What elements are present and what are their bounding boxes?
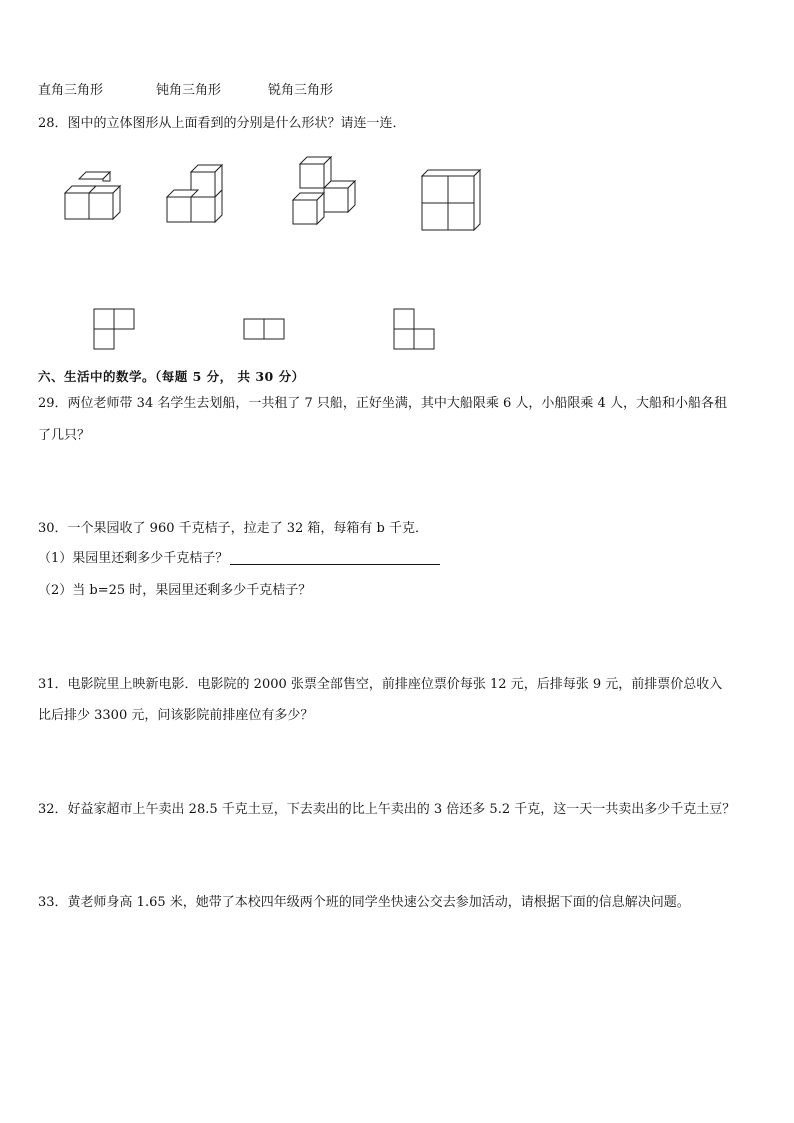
question-30-part-1-text: （1）果园里还剩多少千克桔子？	[38, 551, 229, 566]
solid-figure-3	[288, 155, 363, 230]
option-obtuse-triangle: 钝角三角形	[156, 83, 222, 98]
question-30-part-1	[38, 549, 440, 569]
question-30-part-2: （2）当 b=25 时，果园里还剩多少千克桔子？	[38, 583, 312, 598]
question-30: 30．一个果园收了 960 千克桔子，拉走了 32 箱，每箱有 b 千克．	[38, 521, 429, 536]
solid-figure-1	[60, 175, 130, 225]
option-acute-triangle: 锐角三角形	[268, 83, 334, 98]
question-32: 32．好益家超市上午卖出 28.5 千克土豆，下去卖出的比上午卖出的 3 倍还多 5.2 千克，这一天一共卖出多少千克土豆？	[38, 802, 736, 817]
answer-blank[interactable]	[230, 550, 440, 565]
top-view-1	[93, 308, 138, 353]
option-right-triangle: 直角三角形	[38, 83, 104, 98]
question-31-line-1: 31．电影院里上映新电影．电影院的 2000 张票全部售空，前排座位票价每张 12 元，后排每张 9 元，前排票价总收入	[38, 677, 723, 692]
top-view-3	[393, 308, 438, 353]
question-28: 28．图中的立体图形从上面看到的分别是什么形状？请连一连．	[38, 116, 406, 131]
triangle-options	[38, 81, 333, 101]
question-29-line-2: 了几只？	[38, 428, 91, 443]
solid-figure-2	[162, 160, 232, 230]
top-view-2	[243, 318, 288, 343]
question-29-line-1: 29．两位老师带 34 名学生去划船，一共租了 7 只船，正好坐满，其中大船限乘 6 人，小船限乘 4 人，大船和小船各租	[38, 396, 727, 411]
question-31-line-2: 比后排少 3300 元，问该影院前排座位有多少？	[38, 708, 314, 723]
question-33: 33．黄老师身高 1.65 米，她带了本校四年级两个班的同学坐快速公交去参加活动，请根据下面的信息解决问题。	[38, 895, 690, 910]
solid-figure-4	[417, 168, 487, 233]
section-6-title: 六、生活中的数学。（每题 5 分， 共 30 分）	[38, 369, 305, 384]
